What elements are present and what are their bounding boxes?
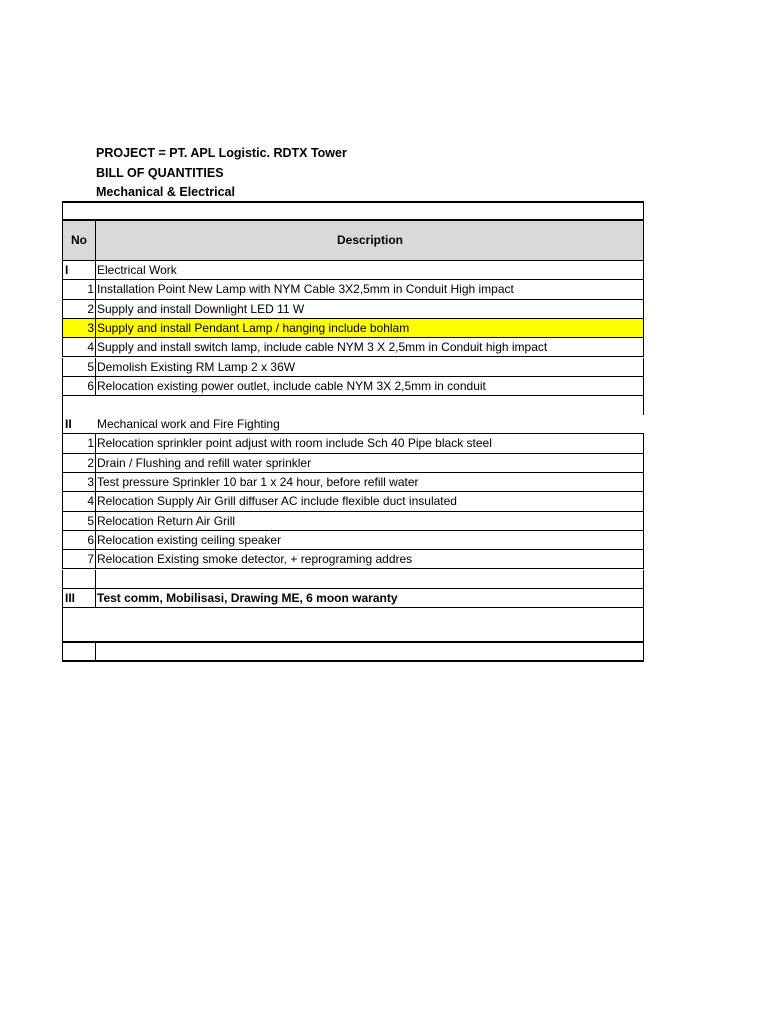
description-cell: Supply and install switch lamp, include cable NYM 3 X 2,5mm in Conduit high impact [97,340,548,355]
description-cell: Description [336,233,403,247]
spacer-row [62,396,644,415]
description-cell: Test pressure Sprinkler 10 bar 1 x 24 hour, before refill water [97,475,419,489]
table-row [62,492,644,511]
no-cell: 5 [63,358,96,376]
table-row [62,512,644,531]
no-cell: III [63,589,96,607]
no-cell: II [65,417,72,432]
description-cell: Supply and install Pendant Lamp / hanging include bohlam [97,320,410,335]
section-row [62,589,644,608]
project-line: PROJECT = PT. APL Logistic. RDTX Tower [96,146,347,160]
table-row [62,300,644,319]
description-cell: Installation Point New Lamp with NYM Cable 3X2,5mm in Conduit High impact [97,282,514,297]
description-cell: Relocation Supply Air Grill diffuser AC include flexible duct insulated [97,494,457,509]
description-cell: Demolish Existing RM Lamp 2 x 36W [97,359,296,374]
no-cell: 4 [63,338,96,356]
section-row [62,415,644,434]
table-row [62,550,644,569]
empty-row [62,570,644,589]
no-cell [63,570,96,588]
table-row [62,377,644,396]
table-row [62,454,644,473]
table-row [62,338,644,357]
no-cell: 4 [63,492,96,510]
section-row [62,261,644,280]
no-cell: 3 [63,319,96,337]
description-cell [96,570,643,588]
table-row [62,434,644,453]
no-cell: 6 [63,377,96,395]
table-row [62,319,644,338]
table-header-row [62,221,644,261]
table-row [62,358,644,377]
description-cell [96,643,643,660]
description-cell: Relocation sprinkler point adjust with room include Sch 40 Pipe black steel [97,436,492,451]
description-cell: Supply and install Downlight LED 11 W [97,301,305,316]
no-cell [63,643,96,660]
no-cell: 2 [63,300,96,318]
table-row [62,473,644,492]
document-subtitle: Mechanical & Electrical [96,185,235,199]
total-row [62,643,644,662]
no-cell: 5 [63,512,96,530]
no-cell: I [63,261,96,279]
no-cell: 3 [63,473,96,491]
table-row [62,280,644,299]
description-cell: Electrical Work [97,263,177,277]
description-cell: Relocation Existing smoke detector, + reprograming addres [97,552,413,567]
table-top-row [62,201,644,221]
document-title: BILL OF QUANTITIES [96,165,224,180]
description-cell: Drain / Flushing and refill water sprinkler [97,455,312,470]
description-cell: Relocation existing power outlet, include cable NYM 3X 2,5mm in conduit [97,378,486,393]
table-row [62,531,644,550]
description-cell: Relocation existing ceiling speaker [97,532,282,547]
no-cell: 2 [63,454,96,472]
description-cell: Relocation Return Air Grill [97,513,236,528]
no-cell: 6 [63,531,96,549]
description-cell: Mechanical work and Fire Fighting [97,417,280,432]
no-cell: 1 [63,434,96,452]
document-header [96,144,347,203]
blank-row [62,608,644,643]
no-cell: 1 [63,280,96,298]
description-cell: Test comm, Mobilisasi, Drawing ME, 6 moon waranty [97,590,398,605]
no-cell: 7 [63,550,96,568]
no-cell: No [63,221,96,260]
